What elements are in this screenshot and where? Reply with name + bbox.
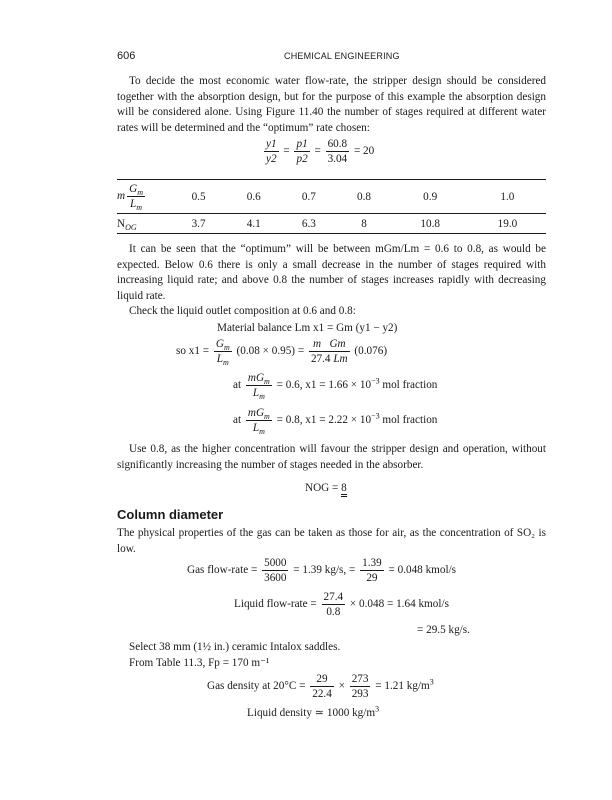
select-packing-paragraph: Select 38 mm (1½ in.) ceramic Intalox saddles. <box>129 641 341 653</box>
liquid-flow-rate-equation: Liquid flow-rate = $\frac{27.4}{0.8}$ × 0.048 = 1.64 kmol/s <box>234 591 449 618</box>
ratio-equation: $\frac{y1}{y2}$ = $\frac{p1}{p2}$ = $\frac{60.8}{3.04}$ = 20 <box>266 138 375 165</box>
nog-result: NOG = 8 <box>305 481 347 497</box>
optimum-paragraph: It can be seen that the “optimum” will be between mGm/Lm = 0.6 to 0.8, as would be expected. Below 0.6 there is only a small decrease in the number of stages required with increasing liquid rate; and above 0.8 the number of stages increases rapidly with decreasing liquid rate. <box>117 243 546 302</box>
running-title: CHEMICAL ENGINEERING <box>284 51 400 61</box>
physical-properties-paragraph: The physical properties of the gas can be taken as those for air, as the concentration of SO₂ is low. <box>117 527 546 555</box>
section-heading: Column diameter <box>117 507 224 522</box>
gas-flow-rate-equation: Gas flow-rate = $\frac{5000}{3600}$ = 1.39 kg/s, = $\frac{1.39}{29}$ = 0.048 kmol/s <box>187 557 457 584</box>
intro-paragraph: To decide the most economic water flow-rate, the stripper design should be considered together with the absorption design, but for the purpose of this example the absorption design will be considered alone. Using Figure 11.40 the number of stages required at different water rates will be determined and the “optimum” rate chosen: <box>117 75 546 134</box>
stages-table <box>171 180 546 234</box>
liquid-density: Liquid density ≃ 1000 $kg/m^3$ <box>247 704 380 719</box>
check-paragraph: Check the liquid outlet composition at 0.6 and 0.8: <box>129 305 356 317</box>
material-balance-equation: Material balance Lm x1 = Gm (y1 − y2) <box>217 322 398 334</box>
so-x1-equation: so x1 = $\frac{G_m}{L_m}$ (0.08 × 0.95) = $\frac{\text{m Gm}}{27.4 Lm}$ (0.076) <box>176 338 388 368</box>
table-row: 3.7 4.1 6.3 8 10.8 19.0 <box>191 218 518 230</box>
at-08-equation: at $\frac{mG_m}{L_m}$ = 0.8, $x1 = 2.22 \times 10^{-3}$ mol fraction <box>233 407 438 437</box>
table-nog-label: $N_{OG}$ <box>117 218 137 233</box>
at-06-equation: at $\frac{mG_m}{L_m}$ = 0.6, $x1 = 1.66 \times 10^{-3}$ mol fraction <box>233 372 438 402</box>
use-08-paragraph: Use 0.8, as the higher concentration will favour the stripper design and operation, without significantly increasing the number of stages needed in the absorber. <box>117 443 546 471</box>
from-table-paragraph: From Table 11.3, Fp = 170 m⁻¹ <box>129 657 270 669</box>
liquid-flow-rate-kg: = 29.5 kg/s. <box>417 624 470 636</box>
page-number: 606 <box>117 50 136 62</box>
table-row: 0.5 0.6 0.7 0.8 0.9 1.0 <box>191 191 515 203</box>
gas-density-equation: Gas density at 20°C = $\frac{29}{22.4}$ × $\frac{273}{293}$ = 1.21 $kg/m^3$ <box>207 673 434 700</box>
table-row-label: m $\frac{G_m}{L_m}$ <box>117 183 143 213</box>
